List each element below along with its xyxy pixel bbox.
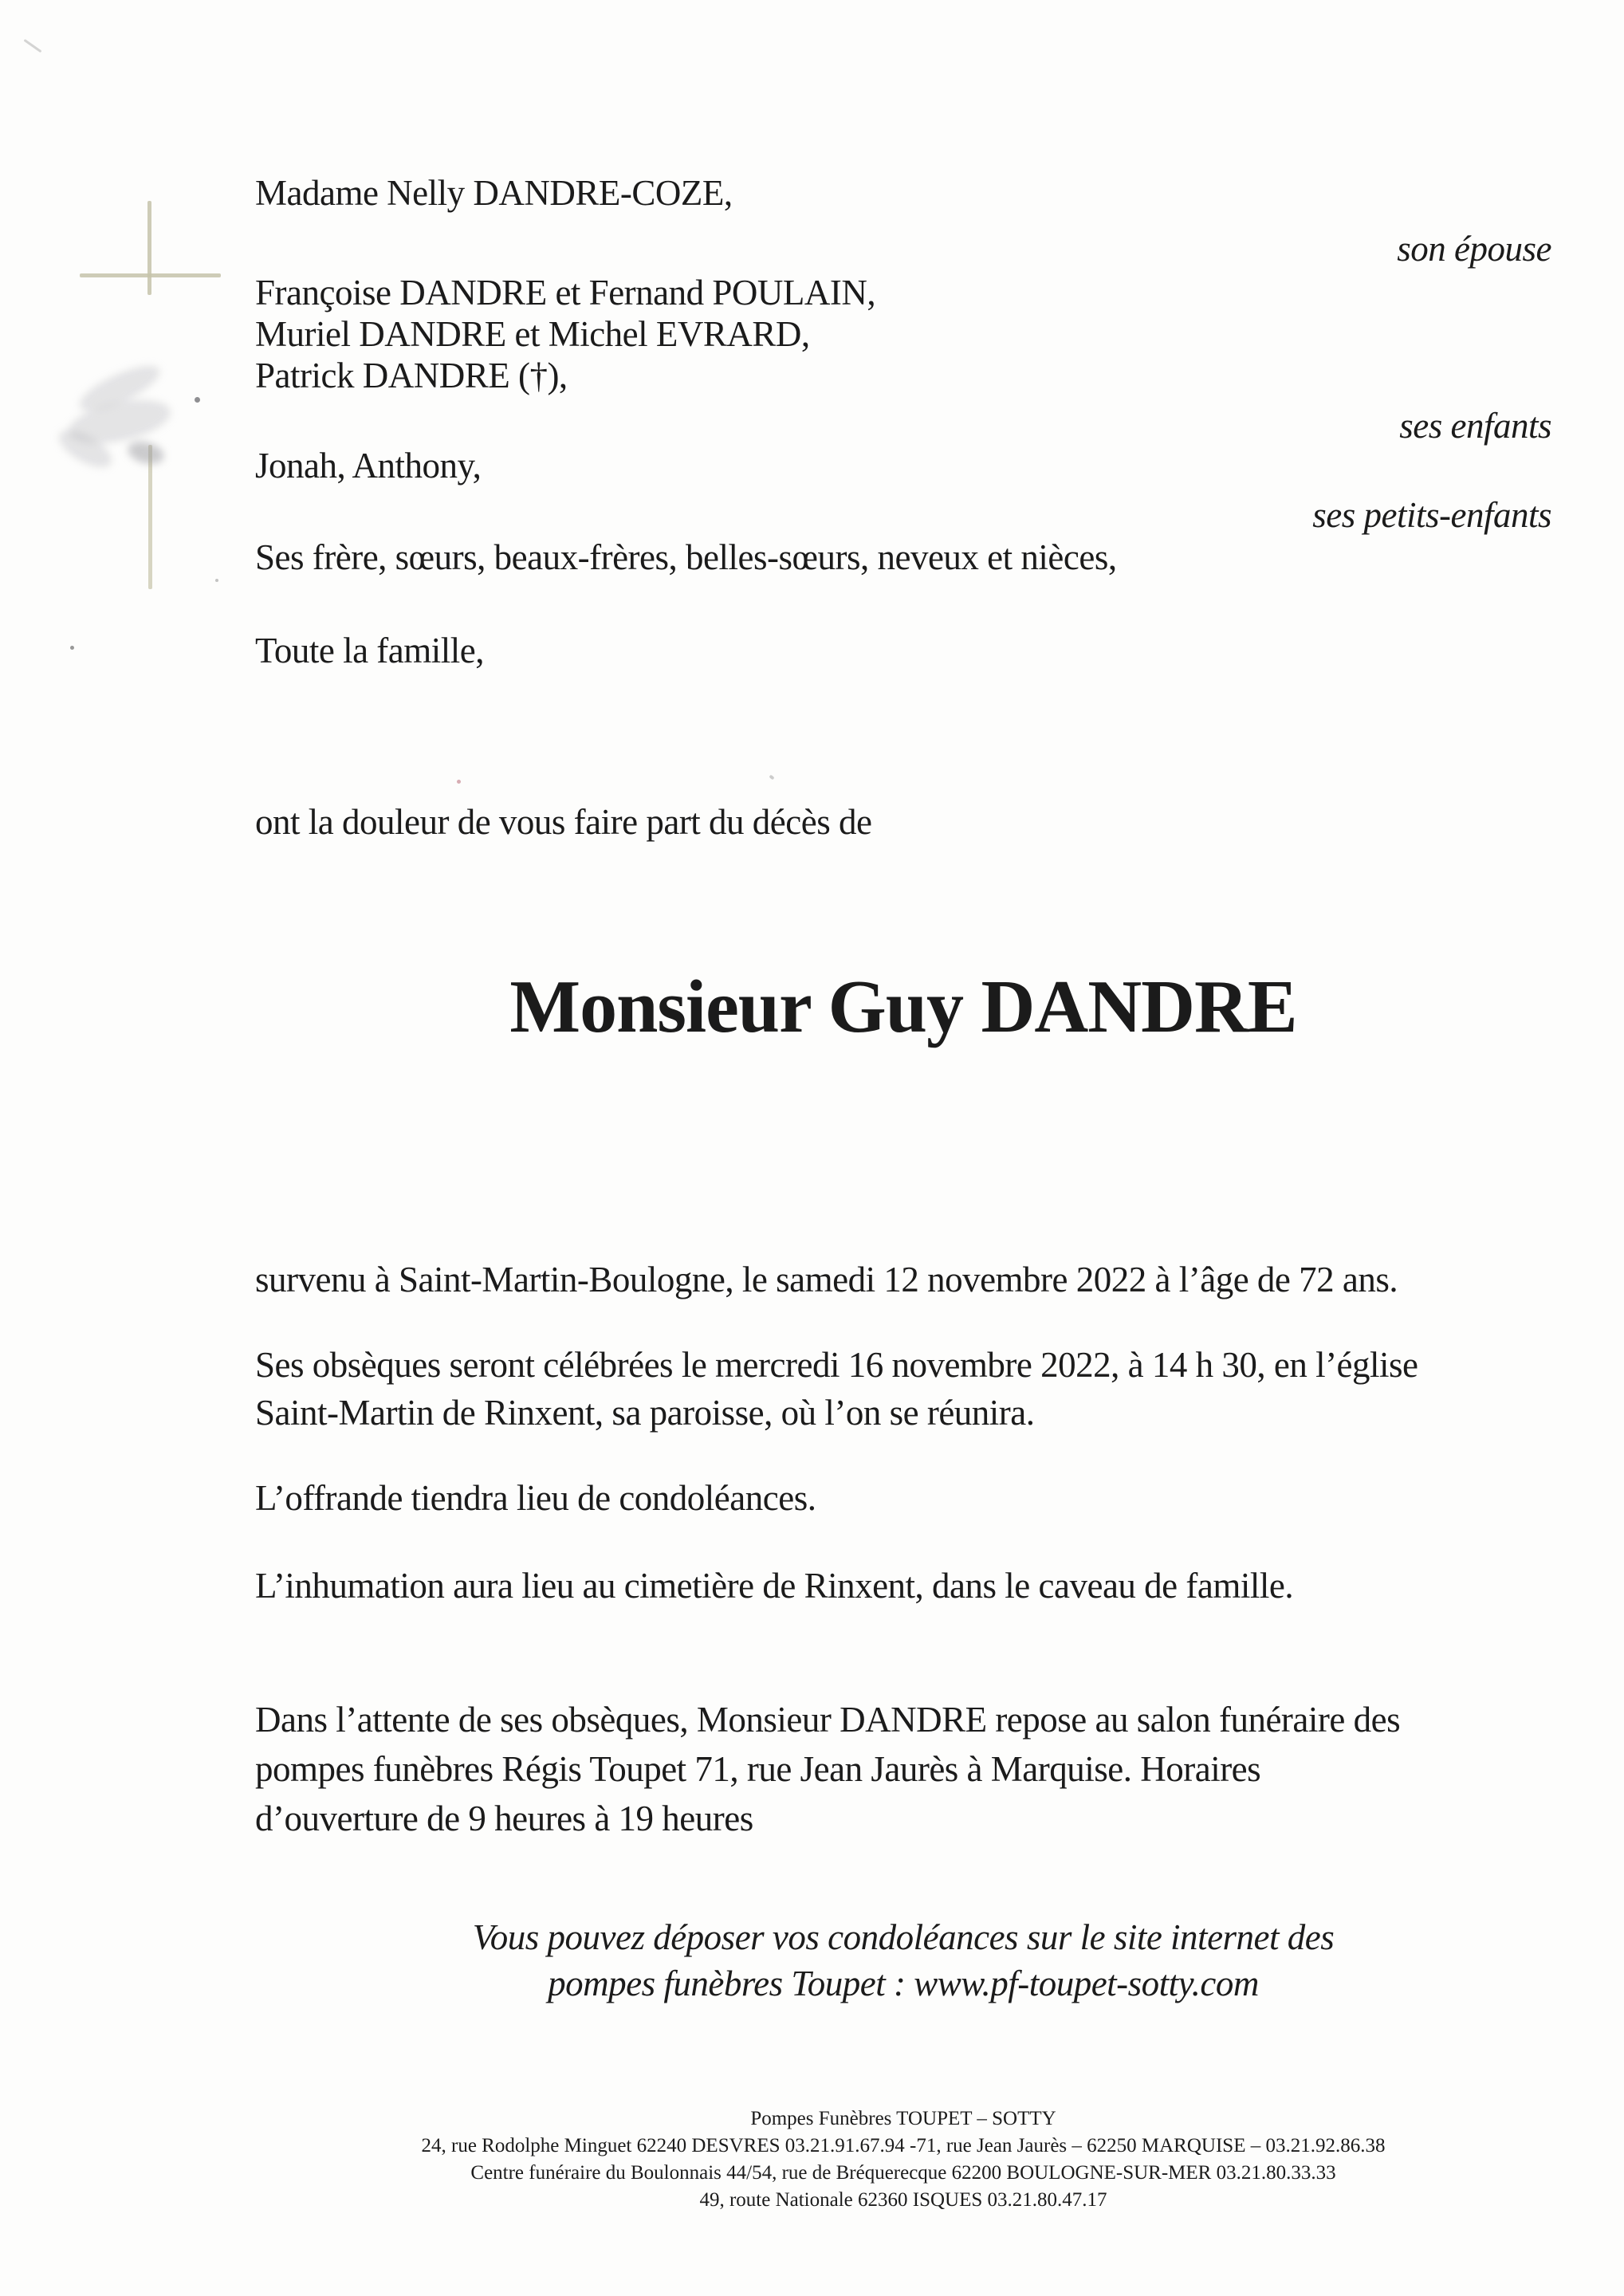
repose-line-1: Dans l’attente de ses obsèques, Monsieur DANDRE repose au salon funéraire des <box>255 1700 1401 1740</box>
children-line-3: Patrick DANDRE (†), <box>255 356 568 395</box>
condolences-line-2: pompes funèbres Toupet : www.pf-toupet-sotty.com <box>548 1964 1259 2003</box>
whole-family-line: Toute la famille, <box>255 631 484 670</box>
scan-speck <box>70 646 74 650</box>
repose-line-3: d’ouverture de 9 heures à 19 heures <box>255 1799 753 1838</box>
death-details-line: survenu à Saint-Martin-Boulogne, le samedi 12 novembre 2022 à l’âge de 72 ans. <box>255 1260 1398 1299</box>
spouse-relation-label: son épouse <box>1397 229 1551 269</box>
scan-speck <box>215 579 218 582</box>
repose-line-2: pompes funèbres Régis Toupet 71, rue Jean Jaurès à Marquise. Horaires <box>255 1749 1261 1789</box>
scan-scratch <box>23 39 41 53</box>
footer-address-line-2: Centre funéraire du Boulonnais 44/54, rue de Bréquerecque 62200 BOULOGNE-SUR-MER 03.21.80.33.33 <box>470 2162 1336 2184</box>
footer-address-line-3: 49, route Nationale 62360 ISQUES 03.21.80.47.17 <box>699 2189 1107 2211</box>
footer-address-line-1: 24, rue Rodolphe Minguet 62240 DESVRES 03.21.91.67.94 -71, rue Jean Jaurès – 62250 MARQUISE – 03.21.92.86.38 <box>421 2135 1386 2156</box>
announcement-content <box>255 0 1551 2296</box>
ceremony-line-1: Ses obsèques seront célébrées le mercredi 16 novembre 2022, à 14 h 30, en l’église <box>255 1345 1418 1385</box>
children-line-1: Françoise DANDRE et Fernand POULAIN, <box>255 273 876 313</box>
children-line-2: Muriel DANDRE et Michel EVRARD, <box>255 314 810 354</box>
intro-line: ont la douleur de vous faire part du décès de <box>255 802 872 842</box>
cross-icon <box>80 273 221 277</box>
scan-speck <box>195 397 200 403</box>
children-relation-label: ses enfants <box>1399 406 1551 446</box>
cross-icon <box>147 201 151 295</box>
deceased-name-title: Monsieur Guy DANDRE <box>509 965 1297 1048</box>
burial-line: L’inhumation aura lieu au cimetière de Rinxent, dans le caveau de famille. <box>255 1566 1294 1606</box>
offering-line: L’offrande tiendra lieu de condoléances. <box>255 1478 816 1518</box>
spouse-name-line: Madame Nelly DANDRE-COZE, <box>255 173 733 213</box>
condolences-line-1: Vous pouvez déposer vos condoléances sur le site internet des <box>472 1917 1335 1957</box>
relatives-line: Ses frère, sœurs, beaux-frères, belles-sœurs, neveux et nièces, <box>255 537 1117 577</box>
dove-icon <box>48 363 223 482</box>
grandchildren-line: Jonah, Anthony, <box>255 446 482 486</box>
grandchildren-relation-label: ses petits-enfants <box>1312 495 1551 535</box>
footer-company-name: Pompes Funèbres TOUPET – SOTTY <box>750 2108 1056 2129</box>
ceremony-line-2: Saint-Martin de Rinxent, sa paroisse, où l’on se réunira. <box>255 1393 1035 1433</box>
